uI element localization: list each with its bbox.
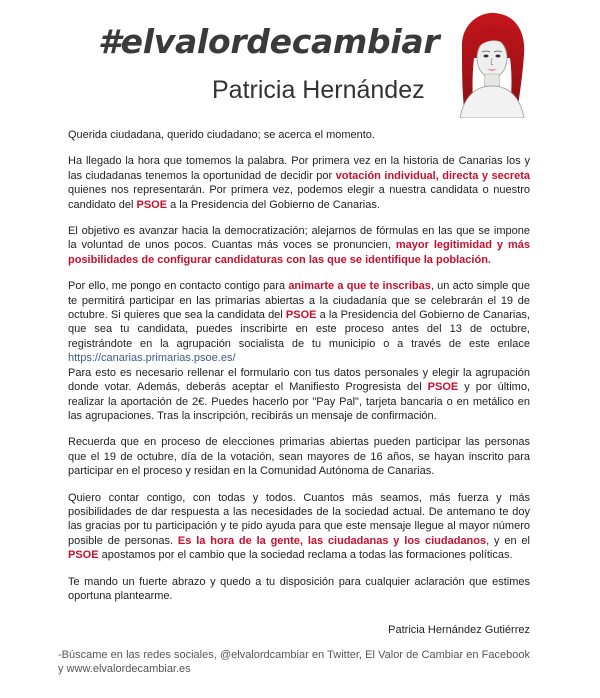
letter-body: [68, 128, 530, 638]
highlight-text: PSOE: [68, 549, 99, 562]
highlight-text: votación individual, directa y secreta: [335, 169, 530, 182]
highlight-text: PSOE: [285, 309, 317, 322]
highlight-text: PSOE: [136, 198, 168, 211]
footer-social-links: -Búscame en las redes sociales, @elvalordcambiar en Twitter, El Valor de Cambiar en Facebook y www.elvalordecambiar.es: [58, 649, 530, 675]
paragraph-5: Recuerda que en proceso de elecciones primarias abiertas pueden participar las personas que el 19 de octubre, día de la votación, sean mayores de 16 años, se hayan inscrito para participar en el proceso y residan en la Comunidad Autónoma de Canarias.: [68, 436, 530, 478]
highlight-text: Es la hora de la gente, las ciudadanas y los ciudadanos: [177, 534, 487, 547]
campaign-hashtag: #elvalordecambiar: [98, 22, 440, 61]
paragraph-4: Para esto es necesario rellenar el formulario con tus datos personales y elegir la agrupación donde votar. Además, deberás aceptar el Manifiesto Progresista del PSOE y por último, realizar la aportación de 2€. Puedes hacerlo por "Pay Pal", tarjeta bancaria o en metálico en las agrupaciones. Tras la inscripción, recibirás un mensaje de confirmación.: [68, 366, 531, 422]
header: [0, 0, 600, 122]
paragraph-3: Por ello, me pongo en contacto contigo para animarte a que te inscribas, un acto simple que te permitirá participar en las primarias abiertas a la ciudadanía que se celebrarán el 19 de octubre. Si quieres que sea la candidata del PSOE a la Presidencia del Gobierno de Canarias, que sea tu candidata, puedes inscribirte en este proceso antes del 13 de octubre, registrándote en la agrupación socialista de tu municipio o a través de este enlace https://canarias.primarias.psoe.es/: [68, 280, 530, 365]
registration-link[interactable]: https://canarias.primarias.psoe.es/: [68, 352, 236, 365]
greeting: Querida ciudadana, querido ciudadano; se acerca el momento.: [68, 129, 375, 141]
portrait-image: [452, 10, 530, 118]
highlight-text: PSOE: [427, 381, 459, 394]
highlight-text: animarte a que te inscribas: [288, 280, 431, 293]
paragraph-1: Ha llegado la hora que tomemos la palabra. Por primera vez en la historia de Canarias los y las ciudadanas tenemos la oportunidad de decidir por votación individual, directa y secreta quienes nos representarán. Por primera vez, podemos elegir a nuestra candidata o nuestro candidato del PSOE a la Presidencia del Gobierno de Canarias.: [68, 155, 530, 211]
paragraph-7: Te mando un fuerte abrazo y quedo a tu disposición para cualquier aclaración que estimes oportuna plantearme.: [68, 575, 530, 602]
paragraph-2: El objetivo es avanzar hacia la democratización; alejarnos de fórmulas en las que se impone la voluntad de unos pocos. Cuantas más voces se pronuncien, mayor legitimidad y más posibilidades de configurar candidaturas con las que se identifique la población.: [68, 225, 530, 266]
paragraph-6: Quiero contar contigo, con todas y todos. Cuantos más seamos, más fuerza y más posibilidades de dar respuesta a las necesidades de la sociedad actual. De antemano te doy las gracias por tu participación y te pido ayuda para que este mensaje llegue al mayor número posible de personas. Es la hora de la gente, las ciudadanas y los ciudadanos, y en el PSOE apostamos por el cambio que la sociedad reclama a todas las formaciones políticas.: [68, 491, 530, 562]
highlight-text: mayor legitimidad y más posibilidades de configurar candidaturas con las que se identifique la población.: [68, 239, 530, 266]
author-name: Patricia Hernández: [212, 76, 425, 104]
signature: Patricia Hernández Gutiérrez: [388, 624, 530, 637]
